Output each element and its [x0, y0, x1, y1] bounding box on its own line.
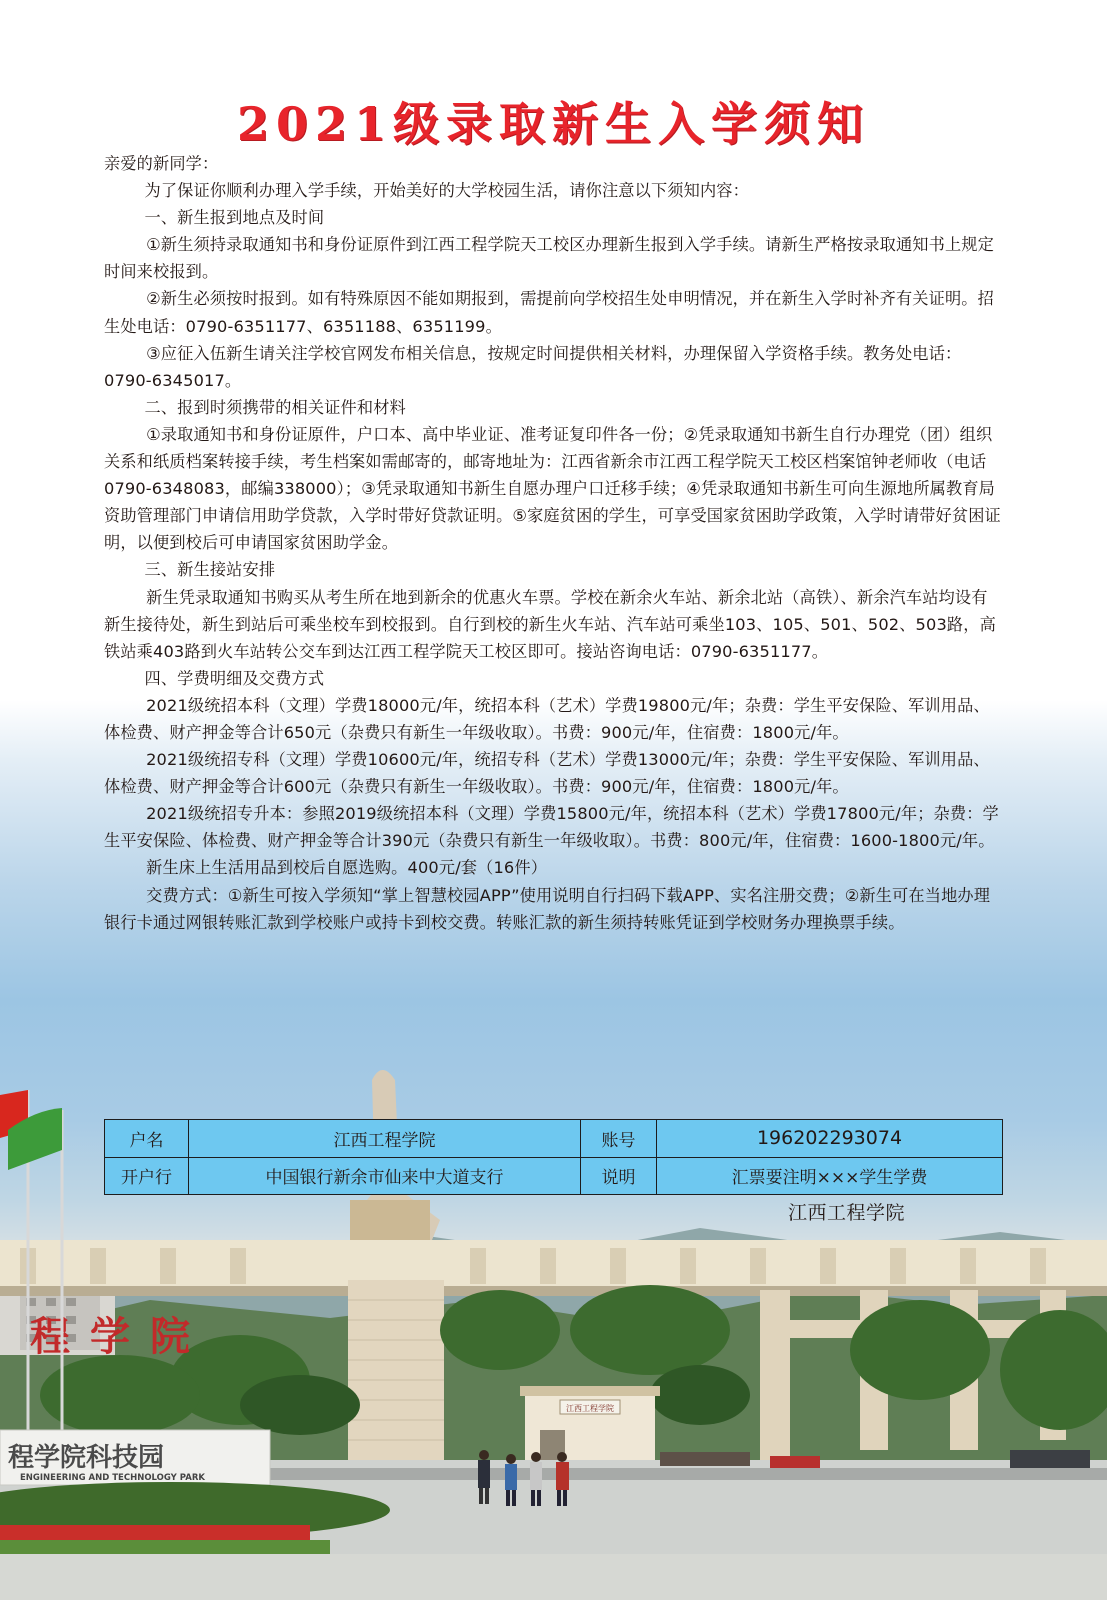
section-2-heading: 二、报到时须携带的相关证件和材料: [144, 397, 406, 417]
section-4-heading: 四、学费明细及交费方式: [144, 668, 325, 688]
table-row: [105, 1157, 1003, 1195]
campus-gate-photo: [0, 1000, 1107, 1600]
section-1-heading: 一、新生报到地点及时间: [144, 208, 325, 228]
page-title: 2021级录取新生入学须知: [236, 97, 871, 151]
booth-sign: 江西工程学院: [566, 1404, 614, 1413]
account-info-table: [104, 1119, 1003, 1195]
account-name-value: 江西工程学院: [189, 1120, 581, 1158]
bank-label: 开户行: [105, 1157, 189, 1195]
fee-undergraduate: 2021级统招本科（文理）学费18000元/年，统招本科（艺术）学费19800元/年；杂费：学生平安保险、军训用品、体检费、财产押金等合计650元（杂费只有新生一年级收取）。书费：900元/年，住宿费：1800元/年。: [104, 695, 990, 742]
fee-junior-college: 2021级统招专科（文理）学费10600元/年，统招专科（艺术）学费13000元/年；杂费：学生平安保险、军训用品、体检费、财产押金等合计600元（杂费只有新生一年级收取）。书费：900元/年，住宿费：1800元/年。: [104, 750, 990, 797]
park-sign-english: ENGINEERING AND TECHNOLOGY PARK: [20, 1473, 205, 1483]
note-label: 说明: [581, 1157, 657, 1195]
section-2-paragraph: ①录取通知书和身份证原件，户口本、高中毕业证、准考证复印件各一份；②凭录取通知书新生自行办理党（团）组织关系和纸质档案转接手续，考生档案如需邮寄的，邮寄地址为：江西省新余市江西工程学院天工校区档案馆钟老师收（电话0790-6348083，邮编338000）；③凭录取通知书新生自愿办理户口迁移手续；④凭录取通知书新生可向生源地所属教育局资助管理部门申请信用助学贷款，入学时带好贷款证明。⑤家庭贫困的学生，可享受国家贫困助学政策，入学时请带好贫困证明，以便到校后可申请国家贫困助学金。: [104, 424, 1001, 553]
section-1-item-2: ②新生必须按时报到。如有特殊原因不能如期报到，需提前向学校招生处申明情况，并在新生入学时补齐有关证明。招生处电话：0790-6351177、6351188、6351199。: [104, 289, 994, 336]
section-1-item-1: ①新生须持录取通知书和身份证原件到江西工程学院天工校区办理新生报到入学手续。请新生严格按录取通知书上规定时间来校报到。: [104, 235, 994, 282]
intro-paragraph: 为了保证你顺利办理入学手续，开始美好的大学校园生活，请你注意以下须知内容：: [144, 181, 749, 201]
bedding-note: 新生床上生活用品到校后自愿选购。400元/套（16件）: [146, 858, 548, 878]
greeting: 亲爱的新同学：: [104, 154, 219, 173]
table-row: [105, 1120, 1003, 1158]
account-number-label: 账号: [581, 1120, 657, 1158]
gate-characters: 程学院: [30, 1313, 210, 1360]
section-3-paragraph: 新生凭录取通知书购买从考生所在地到新余的优惠火车票。学校在新余火车站、新余北站（高铁）、新余汽车站均设有新生接待处，新生到站后可乘坐校车到校报到。自行到校的新生火车站、汽车站可乘坐103、105、501、502、503路，高铁站乘403路到火车站转公交车到达江西工程学院天工校区即可。接站咨询电话：0790-6351177。: [104, 587, 996, 661]
notice-body: [104, 150, 1002, 936]
section-3-heading: 三、新生接站安排: [144, 560, 276, 580]
gate-pillar: [348, 1280, 444, 1470]
section-1-item-3: ③应征入伍新生请关注学校官网发布相关信息，按规定时间提供相关材料，办理保留入学资格手续。教务处电话：0790-6345017。: [104, 343, 962, 390]
bank-value: 中国银行新余市仙来中大道支行: [189, 1157, 581, 1195]
payment-method: 交费方式：①新生可按入学须知“掌上智慧校园APP”使用说明自行扫码下载APP、实名注册交费；②新生可在当地办理银行卡通过网银转账汇款到学校账户或持卡到校交费。转账汇款的新生须持转账凭证到学校财务办理换票手续。: [104, 885, 991, 932]
account-number-value: 196202293074: [657, 1120, 1003, 1158]
note-value: 汇票要注明×××学生学费: [657, 1157, 1003, 1195]
fee-upgrade: 2021级统招专升本：参照2019级统招本科（文理）学费15800元/年，统招本科（艺术）学费17800元/年；杂费：学生平安保险、体检费、财产押金等合计390元（杂费只有新生一年级收取）。书费：800元/年，住宿费：1600-1800元/年。: [104, 804, 999, 851]
account-name-label: 户名: [105, 1120, 189, 1158]
school-signature: 江西工程学院: [788, 1202, 906, 1224]
park-sign-chinese: 程学院科技园: [8, 1443, 165, 1473]
